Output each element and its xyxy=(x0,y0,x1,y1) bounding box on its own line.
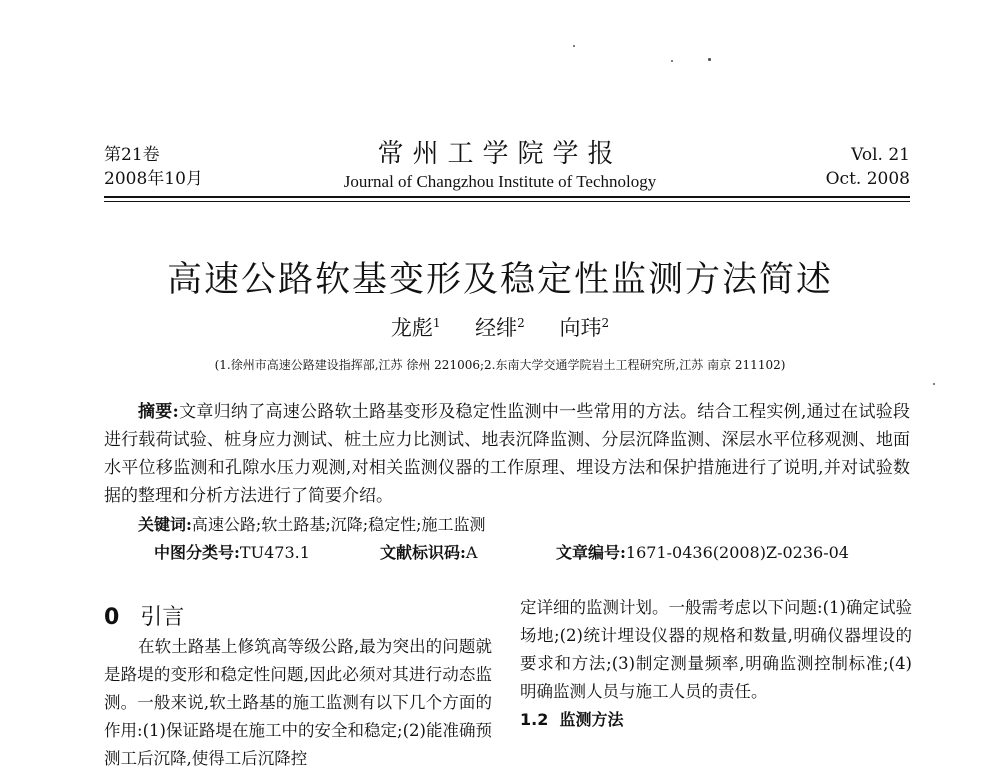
scan-speck xyxy=(573,45,575,47)
header-right xyxy=(826,143,910,191)
classification-line xyxy=(154,540,914,563)
scan-speck xyxy=(708,58,711,61)
article-title: 高速公路软基变形及稳定性监测方法简述 xyxy=(166,260,833,300)
section-heading xyxy=(104,600,184,631)
section-number: 0 xyxy=(104,605,120,630)
author: 向玮$^2$ xyxy=(559,316,610,340)
article-no-value: 1671-0436(2008)Z-0236-04 xyxy=(625,543,849,562)
affiliation: (1.徐州市高速公路建设指挥部,江苏 徐州 221006;2.东南大学交通学院岩土工程研究所,江苏 南京 211102) xyxy=(214,358,786,372)
subsection-title: 监测方法 xyxy=(559,710,624,729)
keywords xyxy=(138,512,486,535)
subsection-heading xyxy=(520,706,912,734)
section-title: 引言 xyxy=(140,605,185,630)
subsection-number: 1.2 xyxy=(520,710,549,729)
right-column xyxy=(520,594,912,734)
doc-code-label: 文献标识码: xyxy=(380,543,466,562)
author-list xyxy=(0,312,1000,342)
keywords-label: 关键词: xyxy=(138,515,192,534)
journal-title-en: Journal of Changzhou Institute of Technology xyxy=(343,172,657,191)
header-rule-top xyxy=(104,196,910,198)
scan-speck xyxy=(671,60,673,62)
abstract-label: 摘要: xyxy=(138,402,179,422)
header-rule-bottom xyxy=(104,201,910,202)
left-column-text xyxy=(104,633,492,773)
keywords-text: 高速公路;软土路基;沉降;稳定性;施工监测 xyxy=(191,515,486,534)
author: 经绯$^2$ xyxy=(475,316,525,340)
clc-value: TU473.1 xyxy=(239,543,310,562)
article-no-label: 文章编号: xyxy=(556,543,626,562)
doc-code-value: A xyxy=(465,543,478,562)
volume-en: Vol. 21 xyxy=(851,145,910,165)
abstract-text: 文章归纳了高速公路软土路基变形及稳定性监测中一些常用的方法。结合工程实例,通过在试验段进行载荷试验、桩身应力测试、桩土应力比测试、地表沉降监测、分层沉降监测、深层水平位移观测、地面水平位移监测和孔隙水压力观测,对相关监测仪器的工作原理、埋设方法和保护措施进行了说明,并对试验数据的整理和分析方法进行了简要介绍。 xyxy=(104,402,910,506)
abstract xyxy=(104,398,910,510)
clc-label: 中图分类号: xyxy=(154,543,240,562)
intro-paragraph: 在软土路基上修筑高等级公路,最为突出的问题就是路堤的变形和稳定性问题,因此必须对其进行动态监测。一般来说,软土路基的施工监测有以下几个方面的作用:(1)保证路堤在施工中的安全和稳定;(2)能准确预测工后沉降,使得工后沉降控 xyxy=(104,637,492,768)
author: 龙彪$^1$ xyxy=(390,316,441,340)
date-en: Oct. 2008 xyxy=(825,169,910,189)
journal-title-cn: 常州工学院学报 xyxy=(377,139,623,169)
volume-cn: 第21卷 xyxy=(104,145,160,165)
right-column-paragraph: 定详细的监测计划。一般需考虑以下问题:(1)确定试验场地;(2)统计埋设仪器的规格和数量,明确仪器埋设的要求和方法;(3)制定测量频率,明确监测控制标准;(4)明确监测人员与施工人员的责任。 xyxy=(520,598,912,701)
date-cn: 2008年10月 xyxy=(104,169,203,189)
scan-speck xyxy=(933,383,935,385)
